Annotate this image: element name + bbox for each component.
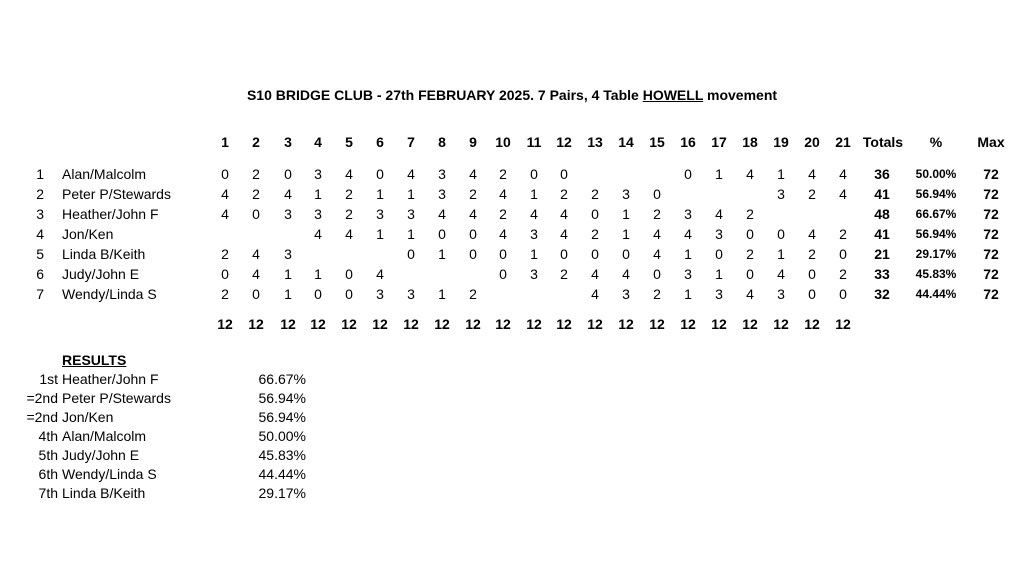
pair-number: 1 [36, 166, 44, 182]
board-score: 4 [653, 246, 661, 262]
board-score: 2 [469, 286, 477, 302]
board-score: 4 [252, 246, 260, 262]
board-header-4: 4 [314, 134, 322, 150]
page-title [0, 87, 1024, 103]
board-score: 1 [407, 186, 415, 202]
board-score: 4 [808, 166, 816, 182]
board-score: 3 [438, 186, 446, 202]
board-score: 1 [314, 266, 322, 282]
pair-total: 21 [874, 246, 890, 262]
board-score: 1 [715, 166, 723, 182]
board-score: 0 [530, 166, 538, 182]
pair-max: 72 [983, 166, 999, 182]
board-score: 2 [808, 246, 816, 262]
board-column-total: 12 [773, 316, 789, 332]
board-column-total: 12 [804, 316, 820, 332]
pair-percentage: 44.44% [915, 287, 957, 301]
board-score: 3 [407, 206, 415, 222]
board-score: 0 [560, 246, 568, 262]
board-score: 0 [622, 246, 630, 262]
board-score: 1 [684, 286, 692, 302]
board-score: 2 [221, 246, 229, 262]
pair-total: 48 [874, 206, 890, 222]
board-score: 0 [777, 226, 785, 242]
pair-max: 72 [983, 246, 999, 262]
board-column-total: 12 [341, 316, 357, 332]
pair-max: 72 [983, 286, 999, 302]
board-score: 1 [407, 226, 415, 242]
board-score: 4 [684, 226, 692, 242]
board-header-20: 20 [804, 134, 820, 150]
title-prefix: S10 BRIDGE CLUB - 27th FEBRUARY 2025. 7 Pairs, 4 Table [246, 87, 643, 103]
board-score: 0 [808, 266, 816, 282]
board-score: 0 [252, 286, 260, 302]
board-score: 0 [839, 246, 847, 262]
board-column-total: 12 [680, 316, 696, 332]
board-score: 2 [746, 246, 754, 262]
board-score: 4 [746, 166, 754, 182]
board-score: 4 [560, 206, 568, 222]
board-score: 0 [746, 266, 754, 282]
board-header-3: 3 [284, 134, 292, 150]
board-score: 4 [221, 186, 229, 202]
board-score: 0 [345, 286, 353, 302]
board-score: 4 [591, 286, 599, 302]
board-score: 0 [684, 166, 692, 182]
board-score: 4 [469, 166, 477, 182]
board-score: 0 [839, 286, 847, 302]
board-score: 4 [591, 266, 599, 282]
board-score: 2 [839, 266, 847, 282]
board-column-total: 12 [556, 316, 572, 332]
board-score: 4 [622, 266, 630, 282]
board-score: 2 [839, 226, 847, 242]
board-score: 4 [314, 226, 322, 242]
board-score: 3 [715, 226, 723, 242]
board-header-9: 9 [469, 134, 477, 150]
board-score: 1 [314, 186, 322, 202]
board-score: 1 [284, 266, 292, 282]
pair-number: 7 [36, 286, 44, 302]
board-score: 1 [684, 246, 692, 262]
pair-max: 72 [983, 266, 999, 282]
result-position: 6th [38, 466, 58, 482]
pair-number: 6 [36, 266, 44, 282]
pair-max: 72 [983, 206, 999, 222]
result-position: 1st [39, 371, 58, 387]
board-score: 0 [653, 266, 661, 282]
board-score: 3 [530, 266, 538, 282]
board-column-total: 12 [618, 316, 634, 332]
board-score: 0 [407, 246, 415, 262]
result-percentage: 66.67% [258, 371, 306, 387]
board-score: 2 [345, 186, 353, 202]
pct-header: % [929, 134, 943, 150]
pair-name: Heather/John F [62, 206, 159, 222]
board-score: 2 [746, 206, 754, 222]
board-score: 1 [376, 226, 384, 242]
board-score: 3 [376, 286, 384, 302]
pair-total: 36 [874, 166, 890, 182]
board-score: 1 [530, 186, 538, 202]
board-score: 3 [438, 166, 446, 182]
board-score: 1 [622, 226, 630, 242]
board-header-8: 8 [438, 134, 446, 150]
board-score: 0 [314, 286, 322, 302]
result-percentage: 45.83% [258, 447, 306, 463]
board-score: 1 [777, 246, 785, 262]
board-header-1: 1 [221, 134, 229, 150]
result-position: 4th [38, 428, 58, 444]
board-score: 4 [284, 186, 292, 202]
max-header: Max [977, 134, 1005, 150]
board-header-7: 7 [407, 134, 415, 150]
board-score: 3 [777, 186, 785, 202]
board-score: 3 [777, 286, 785, 302]
board-score: 4 [499, 186, 507, 202]
board-score: 0 [591, 246, 599, 262]
pair-max: 72 [983, 186, 999, 202]
board-score: 2 [345, 206, 353, 222]
board-score: 0 [376, 166, 384, 182]
pair-name: Wendy/Linda S [62, 286, 157, 302]
board-score: 1 [284, 286, 292, 302]
board-score: 2 [499, 206, 507, 222]
totals-header: Totals [862, 134, 904, 150]
board-header-11: 11 [526, 134, 542, 150]
board-score: 3 [622, 286, 630, 302]
board-score: 0 [469, 246, 477, 262]
board-column-total: 12 [372, 316, 388, 332]
result-position: 5th [38, 447, 58, 463]
pair-percentage: 50.00% [915, 167, 957, 181]
board-score: 2 [560, 266, 568, 282]
board-score: 0 [591, 206, 599, 222]
board-score: 3 [622, 186, 630, 202]
board-header-15: 15 [649, 134, 665, 150]
pair-number: 2 [36, 186, 44, 202]
result-pair-name: Alan/Malcolm [62, 428, 147, 444]
pair-percentage: 56.94% [915, 187, 957, 201]
board-header-12: 12 [556, 134, 572, 150]
pair-max: 72 [983, 226, 999, 242]
title-movement: HOWELL [642, 87, 704, 103]
board-score: 4 [746, 286, 754, 302]
board-score: 2 [469, 186, 477, 202]
board-score: 0 [221, 266, 229, 282]
board-column-total: 12 [280, 316, 296, 332]
board-score: 0 [499, 246, 507, 262]
board-score: 2 [499, 166, 507, 182]
board-score: 1 [777, 166, 785, 182]
pair-name: Jon/Ken [62, 226, 114, 242]
board-score: 4 [839, 186, 847, 202]
pair-total: 41 [874, 186, 890, 202]
board-score: 3 [314, 206, 322, 222]
result-position: =2nd [26, 390, 58, 406]
pair-percentage: 29.17% [915, 247, 957, 261]
board-score: 4 [653, 226, 661, 242]
board-score: 3 [684, 206, 692, 222]
board-header-13: 13 [587, 134, 603, 150]
board-score: 1 [376, 186, 384, 202]
board-score: 1 [438, 286, 446, 302]
board-score: 2 [591, 186, 599, 202]
board-header-6: 6 [376, 134, 384, 150]
board-header-10: 10 [495, 134, 511, 150]
board-score: 4 [715, 206, 723, 222]
board-column-total: 12 [403, 316, 419, 332]
board-score: 4 [345, 226, 353, 242]
board-column-total: 12 [835, 316, 851, 332]
result-pair-name: Wendy/Linda S [62, 466, 157, 482]
board-column-total: 12 [217, 316, 233, 332]
board-score: 4 [376, 266, 384, 282]
board-score: 4 [345, 166, 353, 182]
result-pair-name: Linda B/Keith [62, 485, 146, 501]
board-score: 0 [808, 286, 816, 302]
board-header-17: 17 [711, 134, 727, 150]
board-column-total: 12 [587, 316, 603, 332]
board-score: 4 [407, 166, 415, 182]
board-column-total: 12 [434, 316, 450, 332]
board-score: 4 [252, 266, 260, 282]
result-percentage: 56.94% [258, 409, 306, 425]
board-score: 0 [469, 226, 477, 242]
board-score: 3 [530, 226, 538, 242]
board-score: 3 [284, 206, 292, 222]
board-score: 0 [221, 166, 229, 182]
board-score: 0 [499, 266, 507, 282]
board-score: 2 [221, 286, 229, 302]
board-column-total: 12 [526, 316, 542, 332]
board-score: 0 [653, 186, 661, 202]
board-header-5: 5 [345, 134, 353, 150]
board-column-total: 12 [711, 316, 727, 332]
board-score: 3 [284, 246, 292, 262]
pair-name: Peter P/Stewards [62, 186, 171, 202]
board-score: 4 [469, 206, 477, 222]
board-header-19: 19 [773, 134, 789, 150]
board-column-total: 12 [742, 316, 758, 332]
board-score: 1 [622, 206, 630, 222]
board-score: 3 [376, 206, 384, 222]
board-score: 2 [808, 186, 816, 202]
board-score: 3 [684, 266, 692, 282]
results-title: RESULTS [62, 352, 127, 368]
board-score: 0 [252, 206, 260, 222]
board-score: 3 [407, 286, 415, 302]
board-score: 0 [438, 226, 446, 242]
board-header-21: 21 [835, 134, 851, 150]
board-score: 2 [591, 226, 599, 242]
result-pair-name: Judy/John E [62, 447, 140, 463]
pair-number: 4 [36, 226, 44, 242]
board-column-total: 12 [465, 316, 481, 332]
board-score: 0 [560, 166, 568, 182]
board-column-total: 12 [310, 316, 326, 332]
result-percentage: 56.94% [258, 390, 306, 406]
pair-name: Alan/Malcolm [62, 166, 147, 182]
board-score: 2 [653, 206, 661, 222]
board-header-18: 18 [742, 134, 758, 150]
board-column-total: 12 [649, 316, 665, 332]
board-score: 0 [345, 266, 353, 282]
result-position: =2nd [26, 409, 58, 425]
board-score: 4 [839, 166, 847, 182]
pair-name: Judy/John E [62, 266, 140, 282]
board-score: 1 [438, 246, 446, 262]
result-percentage: 50.00% [258, 428, 306, 444]
board-score: 2 [252, 166, 260, 182]
board-score: 4 [808, 226, 816, 242]
board-column-total: 12 [495, 316, 511, 332]
board-column-total: 12 [248, 316, 264, 332]
board-score: 4 [530, 206, 538, 222]
board-score: 0 [284, 166, 292, 182]
board-score: 2 [560, 186, 568, 202]
board-score: 4 [777, 266, 785, 282]
board-score: 2 [252, 186, 260, 202]
board-score: 1 [715, 266, 723, 282]
pair-number: 5 [36, 246, 44, 262]
pair-total: 33 [874, 266, 890, 282]
pair-number: 3 [36, 206, 44, 222]
pair-percentage: 66.67% [915, 207, 957, 221]
board-score: 3 [314, 166, 322, 182]
result-pair-name: Heather/John F [62, 371, 159, 387]
board-score: 1 [530, 246, 538, 262]
pair-total: 32 [874, 286, 890, 302]
title-suffix: movement [703, 87, 778, 103]
board-header-14: 14 [618, 134, 634, 150]
board-score: 2 [653, 286, 661, 302]
board-score: 4 [499, 226, 507, 242]
board-score: 4 [438, 206, 446, 222]
result-position: 7th [38, 485, 58, 501]
board-score: 4 [221, 206, 229, 222]
result-pair-name: Jon/Ken [62, 409, 114, 425]
board-score: 0 [715, 246, 723, 262]
pair-percentage: 56.94% [915, 227, 957, 241]
board-score: 0 [746, 226, 754, 242]
result-pair-name: Peter P/Stewards [62, 390, 171, 406]
board-header-2: 2 [252, 134, 260, 150]
board-header-16: 16 [680, 134, 696, 150]
pair-name: Linda B/Keith [62, 246, 146, 262]
pair-percentage: 45.83% [915, 267, 957, 281]
result-percentage: 29.17% [258, 485, 306, 501]
board-score: 3 [715, 286, 723, 302]
result-percentage: 44.44% [258, 466, 306, 482]
pair-total: 41 [874, 226, 890, 242]
board-score: 4 [560, 226, 568, 242]
